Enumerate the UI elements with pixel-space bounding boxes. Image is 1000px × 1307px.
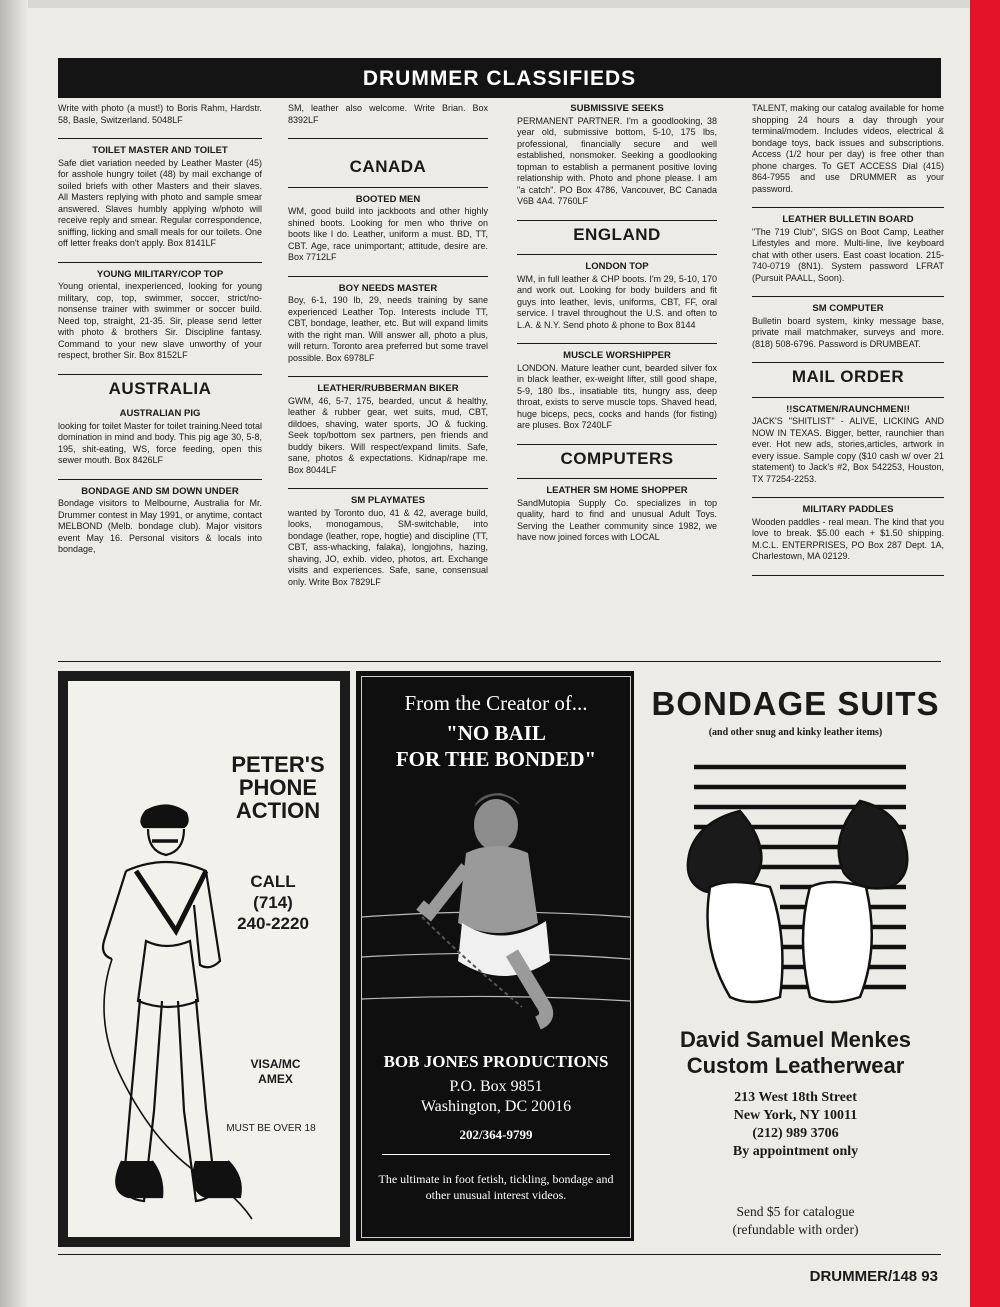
bob-jones-productions-ad	[356, 671, 634, 1241]
classified-ad	[288, 495, 488, 588]
ad-title: MILITARY PADDLES	[802, 504, 894, 515]
ad-divider	[58, 374, 262, 375]
classifieds-header-bar	[58, 58, 941, 98]
catalogue-line-2: (refundable with order)	[732, 1222, 859, 1237]
ad-title: TOILET MASTER AND TOILET	[92, 145, 228, 156]
bondage-suits-ad	[650, 671, 941, 1249]
bound-man-photo	[362, 767, 630, 1037]
ad-divider	[517, 478, 717, 479]
age-notice: MUST BE OVER 18	[226, 1123, 316, 1134]
catalogue-offer	[650, 1203, 941, 1239]
area-code: (714)	[253, 893, 293, 912]
ad-divider	[752, 575, 944, 576]
bondage-suits-subtitle: (and other snug and kinky leather items)	[708, 727, 883, 738]
maker-name-line-1: David Samuel Menkes	[679, 1027, 912, 1052]
film-title-line-2: FOR THE BONDED"	[395, 747, 597, 771]
ad-title: LONDON TOP	[585, 261, 649, 272]
classified-ad	[517, 485, 717, 544]
bob-address	[362, 1077, 630, 1117]
ad-divider	[288, 138, 488, 139]
classified-ad	[58, 269, 262, 362]
classified-ad	[752, 214, 944, 284]
section-heading-canada: CANADA	[349, 157, 427, 176]
ad-title: SM COMPUTER	[812, 303, 884, 314]
ad-title: AUSTRALIAN PIG	[119, 408, 201, 419]
page-spine-shadow	[0, 0, 28, 1307]
section-heading-computers: COMPUTERS	[560, 448, 674, 468]
continued-ad-text: Write with photo (a must!) to Boris Rahm, Hardstr. 58, Basle, Switzerland. 5048LF	[58, 103, 262, 125]
column-2	[288, 103, 488, 588]
ad-body: looking for toilet Master for toilet training.Need total domination in mind and body. This pig age 30, 5-8, 195, shit-eating, WS, force feeding, open this sewer mouth. Box 8426LF	[58, 420, 262, 465]
phone-number: 240-2220	[237, 914, 309, 933]
ad-body: LONDON. Mature leather cunt, bearded silver fox in black leather, ex-weight lifter, still good shape, 5-9, 180 lbs., insatiable tits, hungry ass, deep throat, exists to serve muscle tops. Shaved head, huge biceps, pecs, cocks and hands (for fisting) are pluses. Box 7240LF	[517, 362, 717, 430]
section-heading-australia: AUSTRALIA	[108, 378, 212, 398]
ad-divider	[288, 276, 488, 277]
ad-title: LEATHER/RUBBERMAN BIKER	[317, 383, 459, 394]
classified-ad	[517, 103, 717, 208]
bob-ad-film-title	[362, 720, 630, 772]
classified-ad	[288, 283, 488, 365]
ad-body: Young oriental, inexperienced, looking for young military, cop, top, swimmer, soccer, strict/no-nonsense trainer with swimmer or soccer build. Need top, straight, 21-35. Sir, please send letter with photo & brothers Sir. Discipline fantasy. Command to your new slave unworthy of your respect, brother Sir. Box 8152LF	[58, 281, 262, 360]
ad-divider	[517, 254, 717, 255]
amex-label: AMEX	[258, 1072, 293, 1086]
ad-divider	[517, 343, 717, 344]
top-strip	[28, 0, 970, 8]
visa-mc-label: VISA/MC	[250, 1057, 301, 1071]
ad-divider	[517, 444, 717, 445]
footer-rule	[58, 1254, 941, 1255]
classified-ad	[517, 261, 717, 331]
bob-company-name: BOB JONES PRODUCTIONS	[383, 1052, 609, 1071]
classifieds-title: DRUMMER CLASSIFIEDS	[362, 67, 637, 90]
bob-tagline: The ultimate in foot fetish, tickling, bondage and other unusual interest videos.	[378, 1172, 614, 1202]
ad-divider	[752, 296, 944, 297]
ad-title: !!SCATMEN/RAUNCHMEN!!	[786, 403, 910, 415]
po-box: P.O. Box 9851	[449, 1078, 543, 1095]
ad-title: YOUNG MILITARY/COP TOP	[96, 268, 224, 280]
classified-ad	[58, 408, 262, 467]
column-3	[517, 103, 717, 544]
ad-title: LEATHER SM HOME SHOPPER	[546, 485, 688, 496]
ad-body: PERMANENT PARTNER. I'm a goodlooking, 38 year old, submissive bottom, 5-10, 175 lbs, professional, financially secure and well established, nonsmoker. Seeking a goodlooking topman to establish a permanent positive loving relationship with. Photo and phone please. I am "a catch". PO Box 4786, Vancouver, BC Canada V6B 4A4. 7760LF	[517, 115, 717, 206]
ad-body: WM, in full leather & CHP boots. I'm 29, 5-10, 170 and work out. Looking for body builders and fit guys into leather, levis, uniforms, CBT, FF, oral service. I travel throughout the U.S. and often to L.A. & N.Y. Send photo & phone to Box 8144	[517, 273, 717, 330]
ad-divider	[517, 220, 717, 221]
ad-title: LEATHER BULLETIN BOARD	[782, 214, 914, 225]
ad-divider	[288, 187, 488, 188]
ad-body: wanted by Toronto duo, 41 & 42, average build, looks, monogamous, SM-switchable, into bondage (leather, rope, hogtie) and discipline (TT, CBT, ass-whacking, falaka), longjohns, hazing, shaving, JO, exhib. video, photos, art. Exchange visits and experiences. Safe, sane, consensual only. Write Box 7829LF	[288, 507, 488, 587]
ad-title: SUBMISSIVE SEEKS	[570, 103, 664, 114]
ad-body: JACK'S "SHITLIST" - ALIVE, LICKING AND NOW IN TEXAS. Bigger, better, raunchier than ever. Hot new ads, stories,articles, artwork in every issue. Sample copy ($10 cash w/ over 21 statement) to Jack's #2, Box 542253, Houston, TX 77254-2253.	[752, 416, 944, 484]
bob-ad-from-line: From the Creator of...	[404, 691, 588, 715]
bob-jones-ad-frame	[361, 676, 631, 1238]
bondage-suits-title: BONDAGE SUITS	[651, 685, 940, 722]
film-title-line-1: "NO BAIL	[446, 721, 546, 745]
ad-body: WM, good build into jackboots and other highly shined boots. Looking for men who thrive on boots like I do. Leather, uniform a must. BD, TT, CBT. Age, race unimportant; attitude, desire are. Box 7712LF	[288, 206, 488, 262]
section-heading-mail-order: MAIL ORDER	[791, 367, 905, 386]
ad-body: Bulletin board system, kinky message base, private mail matchmaker, surveys and more. (818) 508-6796. Password is DRUMBEAT.	[752, 315, 944, 349]
city-line: Washington, DC 20016	[420, 1098, 572, 1115]
section-heading-england: ENGLAND	[573, 224, 661, 244]
ad-body: Bondage visitors to Melbourne, Australia for Mr. Drummer contest in May 1991, or anytime, contact MELBOND (Melb. bondage club). Major visitors event May 16. Personal visitors & locals into bondage,	[58, 498, 262, 554]
ad-body: Boy, 6-1, 190 lb, 29, needs training by sane experienced Leather Top. Interests include TT, CBT, bondage, leather, etc. But will expand limits with the right man. Will answer all, photo a plus, will return. Toronto area preferred but some travel possible. Box 6978LF	[288, 295, 488, 363]
classifieds-bottom-rule	[58, 661, 941, 662]
classified-ad	[752, 303, 944, 350]
classified-ad	[752, 404, 944, 486]
classified-ad	[517, 350, 717, 432]
classified-ad	[752, 504, 944, 563]
ad-divider	[752, 397, 944, 398]
bob-ad-divider	[382, 1154, 610, 1155]
page-footer: DRUMMER/148 93	[809, 1268, 938, 1285]
ad-title: BONDAGE AND SM DOWN UNDER	[81, 485, 239, 497]
bob-phone: 202/364-9799	[459, 1127, 533, 1142]
column-1	[58, 103, 262, 556]
ad-divider	[752, 497, 944, 498]
classified-ad	[58, 486, 262, 556]
ad-body: SandMutopia Supply Co. specializes in top quality, hard to find and unusual Adult Toys. Serving the Leather community since 1982, we have now joined forces with LOCAL	[517, 497, 717, 542]
ad-title: BOOTED MEN	[355, 193, 421, 205]
ad-title: MUSCLE WORSHIPPER	[563, 350, 671, 361]
appointment-line: By appointment only	[732, 1144, 859, 1159]
ad-divider	[752, 362, 944, 363]
classified-ad	[288, 383, 488, 476]
maker-name-line-2: Custom Leatherwear	[686, 1053, 905, 1078]
ad-body: Safe diet variation needed by Leather Master (45) for asshole hungry toilet (48) by mail exchange of soiled briefs with other Masters and their slaves. All Masters replying with photo and sample smear answered. Slaves humbly applying w/photo will receive reply and smear. Regular correspondence, sniffing, licking and small meals for our toilets. One off letter freaks don't apply. Box 8141LF	[58, 157, 262, 248]
ad-divider	[288, 488, 488, 489]
red-page-edge	[970, 0, 1000, 1307]
bondage-suit-illustration	[670, 761, 920, 1011]
classified-ad	[288, 194, 488, 264]
bondage-maker-name	[650, 1027, 941, 1079]
ad-body: Wooden paddles - real mean. The kind that you love to break. $5.00 each + $1.50 shipping. M.C.L. ENTERPRISES, PO Box 287 Dept. 1A, Charlestown, MA 02129.	[752, 516, 944, 561]
city-line: New York, NY 10011	[733, 1108, 858, 1123]
ad-divider	[58, 479, 262, 480]
ad-title: BOY NEEDS MASTER	[338, 282, 438, 294]
peters-ad-title: PETER'S PHONE ACTION	[231, 752, 325, 823]
ad-body: GWM, 46, 5-7, 175, bearded, uncut & healthy, leather & rubber gear, wet suits, mud, CBT, dildoes, shaving, water sports, JO & fucking. Seek top/bottom sex partners, pen friends and buddy bikers. Will respect/expand limits. Safe, sane, photos & expectations. Kidnap/rape me. Box 8044LF	[288, 395, 488, 475]
street-line: 213 West 18th Street	[734, 1090, 857, 1105]
call-label: CALL	[250, 872, 296, 891]
leatherman-illustration	[86, 801, 256, 1231]
continued-ad-text: TALENT, making our catalog available for home shopping 24 hours a day through your terminal/modem. Includes videos, electrical & bondage toys, back issues and subscriptions. Access (1/2 hour per day) is free other than phone charges. To GET ACCESS Dial (415) 864-7955 and use DRUMMER as your password.	[752, 103, 944, 194]
ad-divider	[58, 262, 262, 263]
bondage-address	[650, 1089, 941, 1161]
ad-divider	[288, 376, 488, 377]
peters-phone-action-ad	[58, 671, 350, 1247]
catalogue-line-1: Send $5 for catalogue	[736, 1204, 855, 1219]
peters-ad-panel	[68, 681, 340, 1237]
classified-ad	[58, 145, 262, 250]
column-4	[752, 103, 944, 582]
ad-divider	[752, 207, 944, 208]
ad-title: SM PLAYMATES	[351, 495, 425, 506]
continued-ad-text: SM, leather also welcome. Write Brian. Box 8392LF	[288, 103, 488, 125]
phone-line: (212) 989 3706	[752, 1126, 839, 1141]
ad-body: "The 719 Club", SIGS on Boot Camp, Leather Lifestyles and more. Multi-line, live keyboard chat with other users. East coast location. 215-740-0719 (8N1). System password LFRAT (Pursuit PAALL, Soon).	[752, 226, 944, 283]
ad-divider	[58, 138, 262, 139]
